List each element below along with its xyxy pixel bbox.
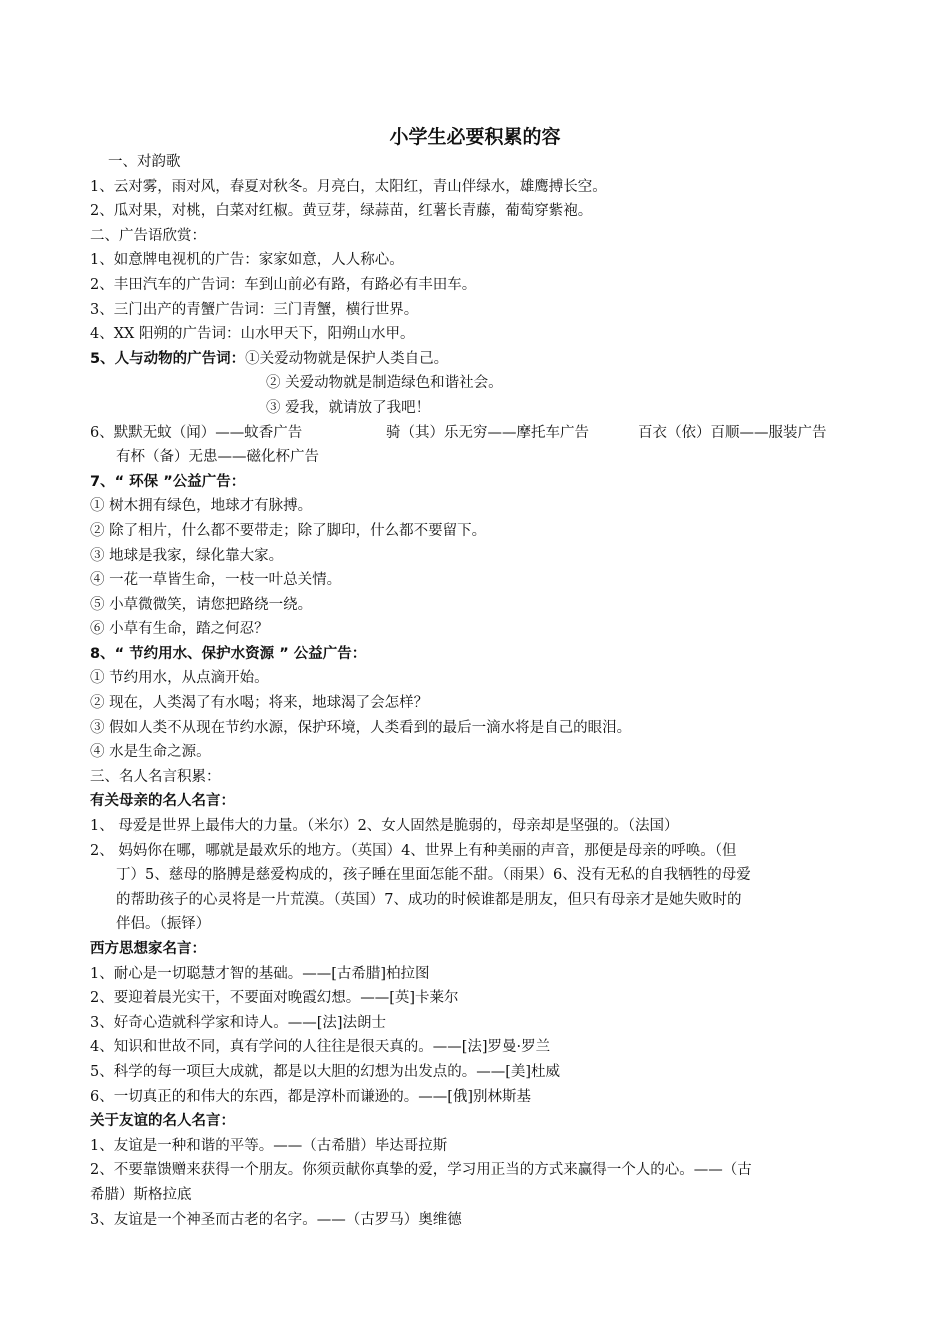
- west-quote: 6、一切真正的和伟大的东西，都是淳朴而谦逊的。——[俄]别林斯基: [90, 1088, 532, 1105]
- ad-line: 3、三门出产的青蟹广告词：三门青蟹，横行世界。: [90, 301, 419, 318]
- west-quote: 4、知识和世故不同，真有学问的人往往是很天真的。——[法]罗曼·罗兰: [90, 1039, 551, 1056]
- eco-ad-heading: 7、“ 环保 ”公益广告：: [90, 473, 246, 490]
- friendship-quotes-heading: 关于友谊的名人名言：: [90, 1113, 235, 1130]
- mother-quote-line: 2、 妈妈你在哪，哪就是最欢乐的地方。（英国）4、世界上有种美丽的声音，那便是母亲的呼唤。（但: [90, 842, 737, 859]
- mother-quotes-heading: 有关母亲的名人名言：: [90, 793, 235, 810]
- ad-line: 2、丰田汽车的广告词：车到山前必有路，有路必有丰田车。: [90, 276, 477, 293]
- ad-pun: 骑（其）乐无穷——摩托车广告: [386, 424, 589, 441]
- water-ad-item: ④ 水是生命之源。: [90, 744, 211, 761]
- mother-quote-line: 丁）5、慈母的胳膊是慈爱构成的，孩子睡在里面怎能不甜。（雨果）6、没有无私的自我牺牲的母爱: [116, 867, 751, 884]
- section-heading-ads: 二、广告语欣赏：: [90, 227, 206, 244]
- ad-pun: 6、默默无蚊（闻）——蚊香广告: [90, 424, 303, 441]
- ad-pun-line: [90, 421, 865, 446]
- west-quote: 5、科学的每一项巨大成就，都是以大胆的幻想为出发点的。——[美]杜威: [90, 1063, 561, 1080]
- west-quote: 2、要迎着晨光实干，不要面对晚霞幻想。——[英]卡莱尔: [90, 990, 459, 1007]
- section-heading-quotes: 三、名人名言积累：: [90, 768, 221, 785]
- water-ad-item: ① 节约用水，从点滴开始。: [90, 670, 269, 687]
- mother-quote-line: 的帮助孩子的心灵将是一片荒漠。（英国）7、成功的时候谁都是朋友，但只有母亲才是她失败时的: [116, 891, 742, 908]
- friendship-quote: 1、友谊是一种和谐的平等。——（古希腊）毕达哥拉斯: [90, 1137, 448, 1154]
- ad-animals-item: ② 关爱动物就是制造绿色和谐社会。: [266, 375, 503, 392]
- mother-quote-line: 伴侣。（振铎）: [116, 916, 211, 933]
- water-ad-heading: 8、“ 节约用水、保护水资源 ” 公益广告：: [90, 645, 367, 662]
- ad-animals-item: ①关爱动物就是保护人类自己。: [245, 350, 449, 367]
- page-title: 小学生必要积累的容: [389, 126, 561, 148]
- mother-quote-line: 1、 母爱是世界上最伟大的力量。（米尔）2、女人固然是脆弱的，母亲却是坚强的。（法国）: [90, 818, 679, 835]
- eco-ad-item: ⑥ 小草有生命，踏之何忍？: [90, 621, 269, 638]
- couplet-line: 1、云对雾，雨对风，春夏对秋冬。月亮白，太阳红，青山伴绿水，雄鹰搏长空。: [90, 178, 607, 195]
- friendship-quote-cont: 希腊）斯格拉底: [90, 1186, 192, 1203]
- eco-ad-item: ④ 一花一草皆生命，一枝一叶总关情。: [90, 572, 342, 589]
- eco-ad-item: ③ 地球是我家，绿化靠大家。: [90, 547, 284, 564]
- document-body: [90, 150, 865, 1232]
- section-heading-couplets: 一、对韵歌: [108, 154, 181, 170]
- ad-line: 1、如意牌电视机的广告：家家如意，人人称心。: [90, 252, 404, 269]
- water-ad-item: ② 现在，人类渴了有水喝；将来，地球渴了会怎样？: [90, 695, 429, 712]
- eco-ad-item: ① 树木拥有绿色，地球才有脉搏。: [90, 498, 313, 515]
- west-quote: 1、耐心是一切聪慧才智的基础。——[古希腊]柏拉图: [90, 965, 430, 982]
- ad-animals-label: 5、人与动物的广告词：: [90, 350, 246, 367]
- eco-ad-item: ⑤ 小草微微笑，请您把路绕一绕。: [90, 596, 313, 613]
- ad-animals-item: ③ 爱我，就请放了我吧！: [266, 399, 431, 416]
- ad-line: 4、XX 阳朔的广告词：山水甲天下，阳朔山水甲。: [90, 326, 415, 343]
- west-quote: 3、好奇心造就科学家和诗人。——[法]法朗士: [90, 1014, 387, 1031]
- west-quotes-heading: 西方思想家名言：: [90, 941, 206, 957]
- ad-pun: 有杯（备）无患——磁化杯广告: [116, 449, 319, 466]
- eco-ad-item: ② 除了相片，什么都不要带走；除了脚印，什么都不要留下。: [90, 522, 487, 539]
- ad-pun: 百衣（依）百顺——服装广告: [638, 424, 827, 441]
- water-ad-item: ③ 假如人类不从现在节约水源，保护环境，人类看到的最后一滴水将是自己的眼泪。: [90, 719, 632, 736]
- ad-line-animals: [90, 347, 865, 372]
- friendship-quote: 2、不要靠馈赠来获得一个朋友。你须贡献你真挚的爱，学习用正当的方式来赢得一个人的心。——（古: [90, 1162, 752, 1179]
- friendship-quote: 3、友谊是一个神圣而古老的名字。——（古罗马）奥维德: [90, 1211, 462, 1228]
- couplet-line: 2、瓜对果，对桃，白菜对红椒。黄豆芽，绿蒜苗，红薯长青藤，葡萄穿紫袍。: [90, 203, 593, 220]
